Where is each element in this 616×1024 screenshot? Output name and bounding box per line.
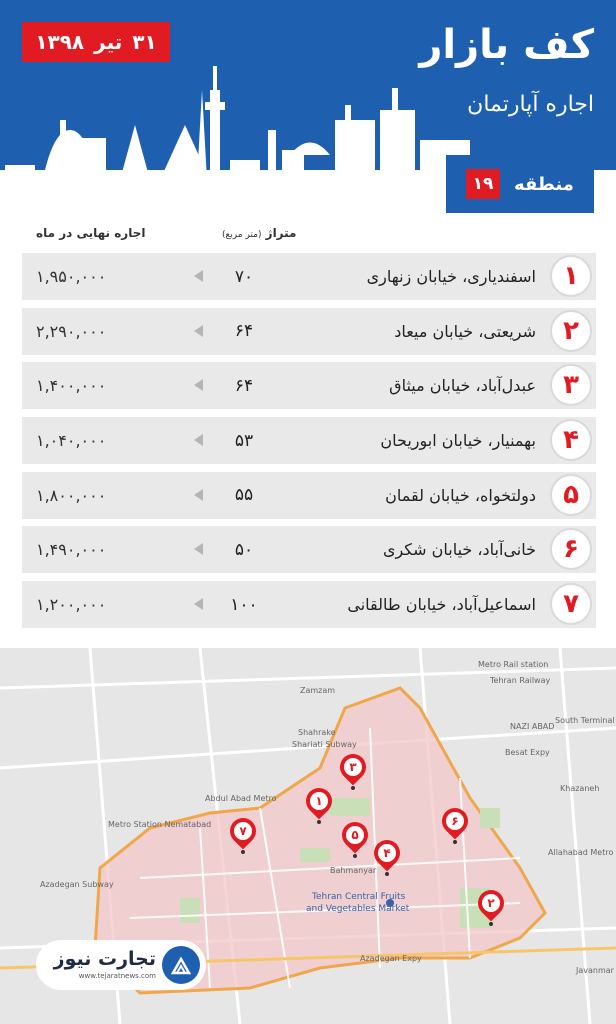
row-rent: ۱,۲۰۰,۰۰۰ (36, 595, 107, 615)
map-pin[interactable] (306, 788, 332, 824)
area-header-unit: (متر مربع) (222, 230, 262, 240)
row-pointer-icon (194, 598, 203, 610)
map-label: and Vegetables Market (306, 904, 410, 914)
map-label: Tehran Railway (490, 676, 551, 685)
row-number: ۵ (550, 474, 592, 516)
row-rent: ۱,۴۹۰,۰۰۰ (36, 540, 107, 560)
table-row (22, 417, 596, 464)
pin-number: ۶ (446, 812, 464, 830)
pin-number: ۴ (378, 844, 396, 862)
pin-number: ۳ (344, 758, 362, 776)
pin-number: ۷ (234, 822, 252, 840)
tejaratnews-logo[interactable] (36, 940, 206, 990)
pin-number: ۵ (346, 826, 364, 844)
map-label: Metro Station Nematabad (108, 820, 212, 829)
column-header-rent: اجاره نهایی در ماه (36, 226, 146, 240)
pin-number: ۲ (482, 894, 500, 912)
row-rent: ۲,۲۹۰,۰۰۰ (36, 321, 107, 341)
row-number: ۴ (550, 419, 592, 461)
row-address: اسفندیاری، خیابان زنهاری (366, 267, 536, 286)
map-label: Shariati Subway (292, 740, 357, 749)
row-area: ۶۴ (234, 321, 254, 342)
pin-number: ۱ (310, 792, 328, 810)
date-month: تیر (94, 30, 123, 54)
region-label: منطقه (514, 173, 574, 195)
map-label: Bahmanyar (330, 866, 377, 875)
map-label: South Terminal (555, 716, 615, 725)
map-label: Tehran Central Fruits (312, 892, 406, 902)
row-pointer-icon (194, 325, 203, 337)
row-area: ۶۴ (234, 375, 254, 396)
map-pin[interactable] (340, 754, 366, 790)
map-label: Allahabad Metro (548, 848, 614, 857)
row-number: ۲ (550, 310, 592, 352)
map-label: Shahrake (298, 728, 336, 737)
map-pin[interactable] (342, 822, 368, 858)
table-row (22, 526, 596, 573)
row-rent: ۱,۹۵۰,۰۰۰ (36, 267, 107, 286)
date-year: ۱۳۹۸ (35, 30, 85, 54)
row-number: ۱ (550, 255, 592, 297)
date-day: ۳۱ (132, 30, 157, 54)
region-number: ۱۹ (466, 169, 500, 199)
map-label: Zamzam (300, 686, 336, 695)
row-address: خانی‌آباد، خیابان شکری (382, 540, 536, 560)
map-pin[interactable] (442, 808, 468, 844)
row-area: ۵۵ (234, 485, 254, 506)
map-label: Javanmar (576, 966, 614, 975)
map-pin[interactable] (374, 840, 400, 876)
map-pin[interactable] (478, 890, 504, 926)
map-label: Azadegan Expy (360, 954, 422, 963)
row-area: ۱۰۰ (230, 594, 258, 615)
row-rent: ۱,۴۰۰,۰۰۰ (36, 376, 107, 396)
column-header-area (222, 226, 296, 240)
map-label: Abdul Abad Metro (205, 794, 277, 803)
logo-url: www.tejaratnews.com (78, 972, 156, 980)
map-label: NAZI ABAD (510, 722, 555, 731)
row-pointer-icon (194, 379, 203, 391)
page-title: کف بازار (419, 22, 594, 68)
row-number: ۳ (550, 364, 592, 406)
row-pointer-icon (194, 543, 203, 555)
table-row (22, 581, 596, 628)
table-row (22, 308, 596, 355)
row-rent: ۱,۸۰۰,۰۰۰ (36, 485, 107, 505)
row-area: ۷۰ (234, 266, 254, 287)
row-number: ۶ (550, 528, 592, 570)
table-row (22, 362, 596, 409)
table-row (22, 472, 596, 519)
row-area: ۵۰ (234, 539, 254, 560)
row-pointer-icon (194, 489, 203, 501)
row-address: عبدل‌آباد، خیابان میثاق (389, 376, 536, 396)
listing-table (22, 253, 596, 636)
row-pointer-icon (194, 270, 203, 282)
logo-mark-icon (162, 946, 200, 984)
area-header-label: متراژ (265, 226, 297, 240)
map-pin[interactable] (230, 818, 256, 854)
logo-name-b: نیوز (53, 948, 92, 970)
row-area: ۵۳ (234, 430, 254, 451)
page-subtitle: اجاره آپارتمان (467, 92, 594, 117)
map-label: Besat Expy (505, 748, 550, 757)
region-box (446, 155, 594, 213)
map-label: Azadegan Subway (40, 880, 114, 889)
row-address: اسماعیل‌آباد، خیابان طالقانی (347, 595, 536, 615)
logo-name-a: تجارت (98, 948, 156, 970)
row-number: ۷ (550, 583, 592, 625)
map-label: Metro Rail station (478, 660, 549, 669)
date-badge (22, 22, 170, 62)
row-rent: ۱,۰۴۰,۰۰۰ (36, 431, 107, 451)
row-address: بهمنیار، خیابان ابوریحان (380, 431, 536, 451)
row-address: شریعتی، خیابان میعاد (394, 321, 536, 341)
table-row (22, 253, 596, 300)
row-address: دولتخواه، خیابان لقمان (385, 485, 536, 505)
row-pointer-icon (194, 434, 203, 446)
map-label: Khazaneh (560, 784, 600, 793)
